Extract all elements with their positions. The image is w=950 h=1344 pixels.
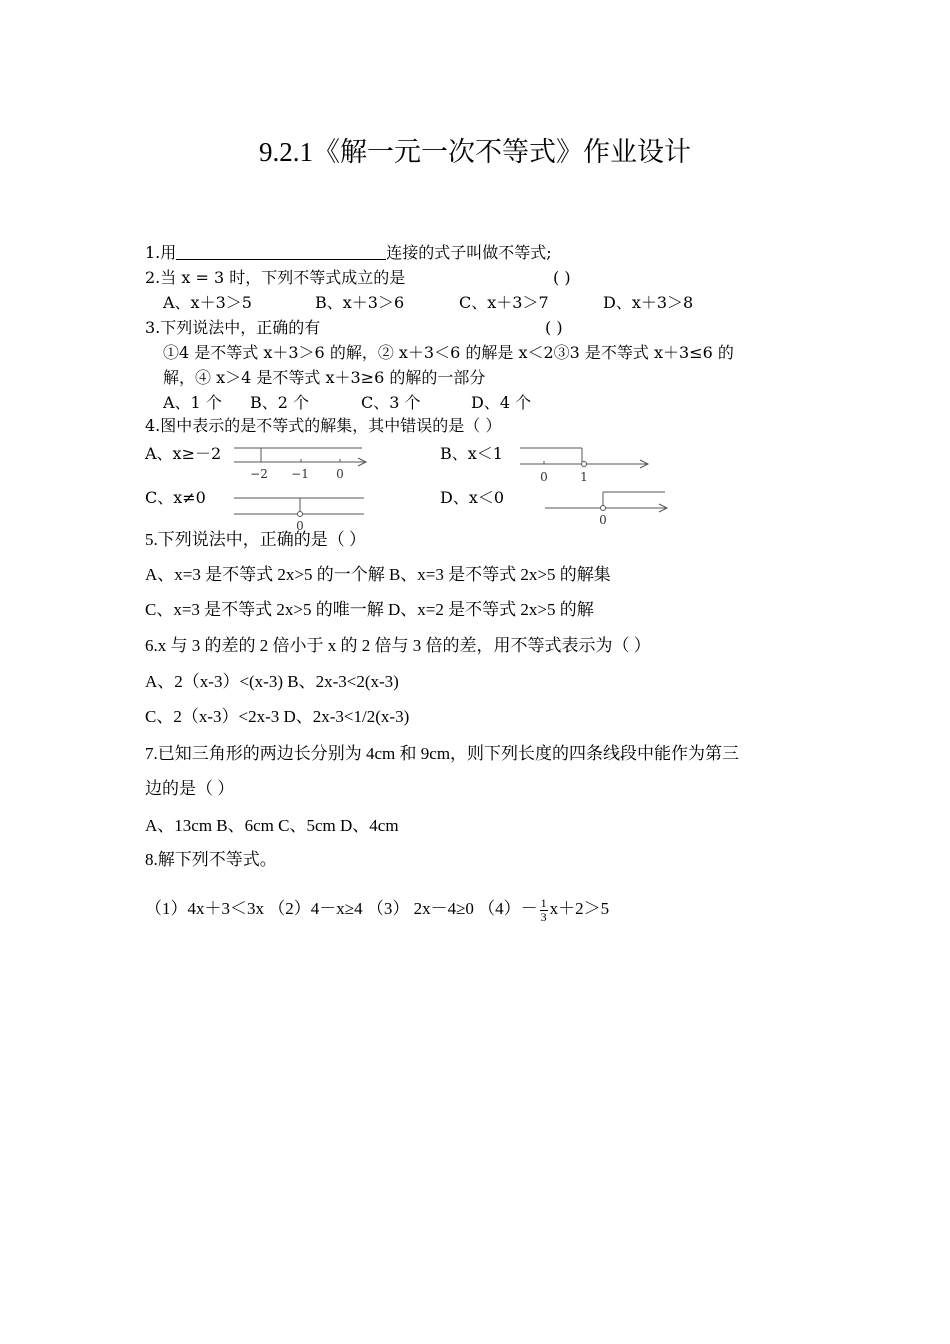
fraction-denominator: 3 <box>540 909 547 924</box>
question-4-option-d: D、x＜0 <box>440 488 505 507</box>
question-7-stem-line-1: 7.已知三角形的两边长分别为 4cm 和 9cm，则下列长度的四条线段中能作为第三 <box>145 744 740 763</box>
number-line-b <box>518 444 658 488</box>
question-3-paren: ( ) <box>545 318 563 337</box>
question-8-problems-text: （1）4x＋3＜3x （2）4－x≥4 （3） 2x－4≥0 （4）－ <box>145 899 538 918</box>
question-3-option-b: B、2 个 <box>250 393 310 412</box>
question-1-prefix: 1.用 <box>145 243 177 262</box>
tick-label: 1 <box>580 470 588 484</box>
fraction-one-third <box>540 897 548 924</box>
tick-label: 0 <box>540 470 548 484</box>
question-6-options-cd: C、2（x-3）<2x-3 D、2x-3<1/2(x-3) <box>145 707 410 726</box>
question-3-stem: 3.下列说法中，正确的有 <box>145 318 321 337</box>
open-circle <box>601 506 606 511</box>
question-5-stem: 5.下列说法中，正确的是（ ） <box>145 530 366 549</box>
question-4-option-b: B、x＜1 <box>440 444 503 463</box>
open-circle <box>582 462 587 467</box>
page-title: 9.2.1《解一元一次不等式》作业设计 <box>259 137 691 167</box>
question-1-suffix: 连接的式子叫做不等式; <box>386 243 552 262</box>
tick-label: −1 <box>291 467 309 481</box>
question-2-stem: 2.当 x = 3 时，下列不等式成立的是 <box>145 268 406 287</box>
tick-label: 0 <box>599 513 607 527</box>
number-line-d <box>543 486 673 530</box>
number-line-c <box>234 492 374 532</box>
question-6-options-ab: A、2（x-3）<(x-3) B、2x-3<2(x-3) <box>145 672 399 691</box>
question-3-option-d: D、4 个 <box>471 393 532 412</box>
question-8-problems <box>145 893 609 925</box>
open-circle <box>298 512 303 517</box>
question-3-line-2: 解，④ x＞4 是不等式 x＋3≥6 的解的一部分 <box>163 368 486 387</box>
question-1 <box>145 241 552 265</box>
tick-label: −2 <box>250 467 268 481</box>
question-7-options: A、13cm B、6cm C、5cm D、4cm <box>145 816 399 835</box>
question-2-option-d: D、x＋3＞8 <box>603 293 694 312</box>
answer-blank[interactable] <box>176 241 386 260</box>
question-2-option-b: B、x＋3＞6 <box>315 293 405 312</box>
question-6-stem: 6.x 与 3 的差的 2 倍小于 x 的 2 倍与 3 倍的差，用不等式表示为（ ） <box>145 636 651 655</box>
question-4-stem: 4.图中表示的是不等式的解集，其中错误的是（ ） <box>145 416 502 435</box>
question-3-option-c: C、3 个 <box>361 393 421 412</box>
question-3-line-1: ①4 是不等式 x＋3＞6 的解，② x＋3＜6 的解是 x＜2③3 是不等式 x＋3≤6 的 <box>163 343 734 362</box>
question-5-options-cd: C、x=3 是不等式 2x>5 的唯一解 D、x=2 是不等式 2x>5 的解 <box>145 600 594 619</box>
tick-label: 0 <box>296 519 304 532</box>
question-5-options-ab: A、x=3 是不等式 2x>5 的一个解 B、x=3 是不等式 2x>5 的解集 <box>145 565 611 584</box>
question-3-option-a: A、1 个 <box>163 393 222 412</box>
question-7-stem-line-2: 边的是（ ） <box>145 779 235 798</box>
tick-label: 0 <box>336 467 344 481</box>
question-8-stem: 8.解下列不等式。 <box>145 850 277 869</box>
question-4-option-c: C、x≠0 <box>145 488 206 507</box>
fraction-numerator: 1 <box>540 895 547 910</box>
number-line-a <box>234 440 374 486</box>
question-2-option-c: C、x＋3＞7 <box>459 293 549 312</box>
question-4-option-a: A、x≥－2 <box>145 444 222 463</box>
question-2-paren: ( ) <box>553 268 571 287</box>
question-8-problem-4-tail: x＋2＞5 <box>549 899 610 918</box>
question-2-option-a: A、x＋3＞5 <box>163 293 252 312</box>
